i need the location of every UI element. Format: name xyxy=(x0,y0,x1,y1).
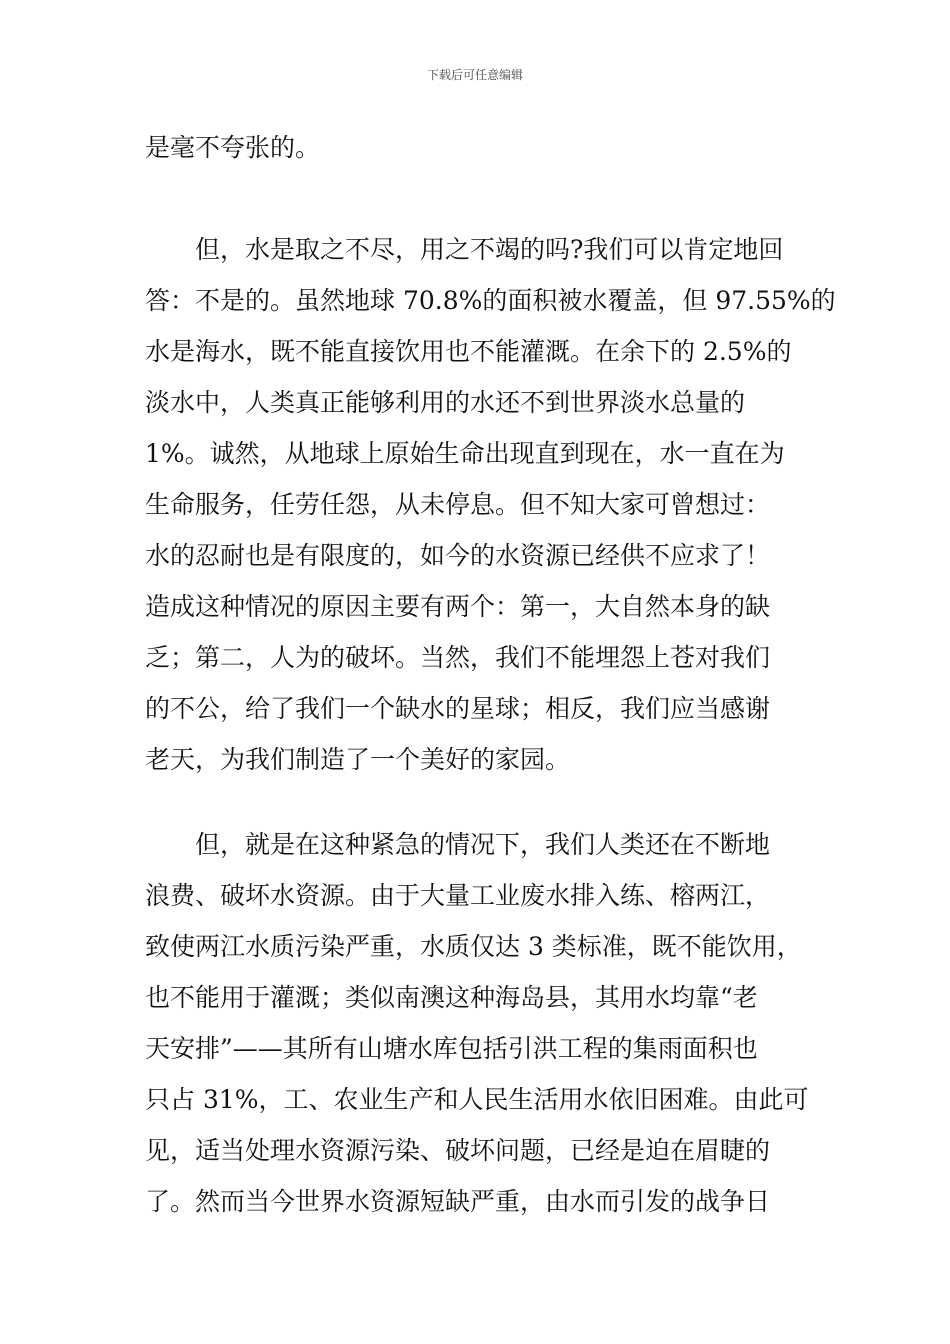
text-line: 但，就是在这种紧急的情况下，我们人类还在不断地 xyxy=(145,830,771,859)
text-line: 淡水中，人类真正能够利用的水还不到世界淡水总量的 xyxy=(145,388,746,417)
text-line: 造成这种情况的原因主要有两个：第一，大自然本身的缺 xyxy=(145,592,771,621)
text-line: 致使两江水质污染严重，水质仅达 3 类标准，既不能饮用， xyxy=(145,932,802,961)
text-line: 也不能用于灌溉；类似南澳这种海岛县，其用水均靠“老 xyxy=(145,983,758,1012)
text-line: 答：不是的。虽然地球 70.8%的面积被水覆盖，但 97.55%的 xyxy=(145,286,836,315)
text-line: 老天，为我们制造了一个美好的家园。 xyxy=(145,745,571,774)
text-line: 的不公，给了我们一个缺水的星球；相反，我们应当感谢 xyxy=(145,694,771,723)
text-line: 只占 31%，工、农业生产和人民生活用水依旧困难。由此可 xyxy=(145,1085,809,1114)
text-line: 水是海水，既不能直接饮用也不能灌溉。在余下的 2.5%的 xyxy=(145,337,792,366)
text-line: 见，适当处理水资源污染、破坏问题，已经是迫在眉睫的 xyxy=(145,1136,771,1165)
text-line: 但，水是取之不尽，用之不竭的吗?我们可以肯定地回 xyxy=(145,235,784,264)
text-line: 1%。诚然，从地球上原始生命出现直到现在，水一直在为 xyxy=(145,439,785,468)
text-line: 是毫不夸张的。 xyxy=(145,133,321,162)
text-line: 天安排”——其所有山塘水库包括引洪工程的集雨面积也 xyxy=(145,1034,758,1063)
text-line: 生命服务，任劳任怨，从未停息。但不知大家可曾想过： xyxy=(145,490,771,519)
text-line: 浪费、破坏水资源。由于大量工业废水排入练、榕两江， xyxy=(145,881,771,910)
page-header: 下载后可任意编辑 xyxy=(426,68,523,82)
text-line: 乏；第二，人为的破坏。当然，我们不能埋怨上苍对我们 xyxy=(145,643,771,672)
text-line: 了。然而当今世界水资源短缺严重，由水而引发的战争日 xyxy=(145,1187,771,1216)
text-line: 水的忍耐也是有限度的，如今的水资源已经供不应求了！ xyxy=(145,541,771,570)
